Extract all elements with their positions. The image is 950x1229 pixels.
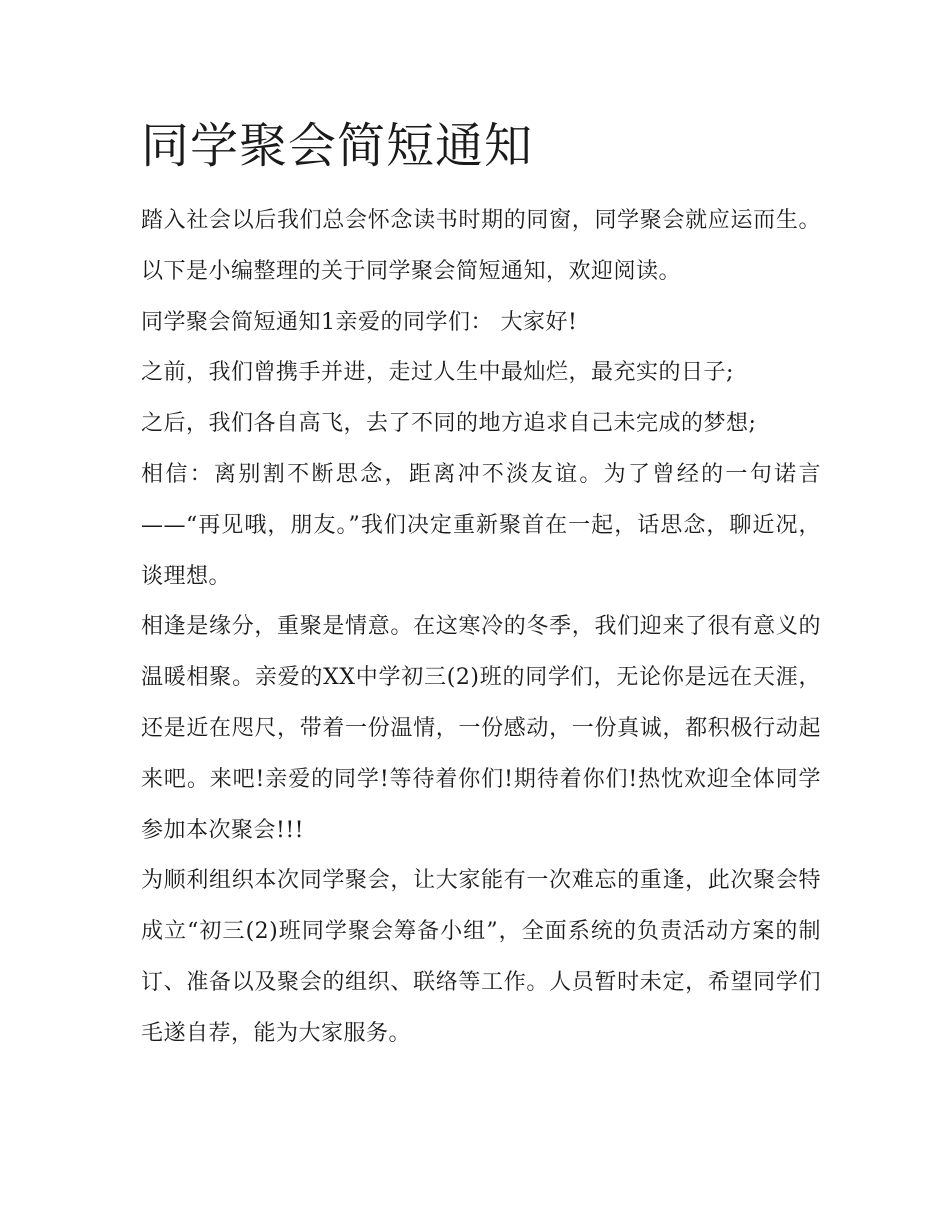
paragraph-greeting: 同学聚会简短通知1亲爱的同学们： 大家好! <box>141 309 578 335</box>
paragraph-past: 之前，我们曾携手并进，走过人生中最灿烂，最充实的日子; <box>141 360 734 386</box>
paragraph-after: 之后，我们各自高飞，去了不同的地方追求自己未完成的梦想; <box>141 411 757 437</box>
document-title: 同学聚会简短通知 <box>141 118 534 174</box>
document-body <box>141 196 821 1060</box>
paragraph-intro: 踏入社会以后我们总会怀念读书时期的同窗，同学聚会就应运而生。以下是小编整理的关于同学聚会简短通知，欢迎阅读。 <box>141 208 821 284</box>
paragraph-belief: 相信：离别割不断思念，距离冲不淡友谊。为了曾经的一句诺言——“再见哦，朋友。”我们决定重新聚首在一起，话思念，聊近况，谈理想。 <box>141 461 821 589</box>
paragraph-organization: 为顺利组织本次同学聚会，让大家能有一次难忘的重逢，此次聚会特成立“初三(2)班同学聚会筹备小组”，全面系统的负责活动方案的制订、准备以及聚会的组织、联络等工作。人员暂时未定，希望同学们毛遂自荐，能为大家服务。 <box>141 868 821 1046</box>
paragraph-invitation: 相逢是缘分，重聚是情意。在这寒冷的冬季，我们迎来了很有意义的温暖相聚。亲爱的XX中学初三(2)班的同学们，无论你是远在天涯，还是近在咫尺，带着一份温情，一份感动，一份真诚，都积极行动起来吧。来吧!亲爱的同学!等待着你们!期待着你们!热忱欢迎全体同学参加本次聚会!!! <box>141 614 821 843</box>
